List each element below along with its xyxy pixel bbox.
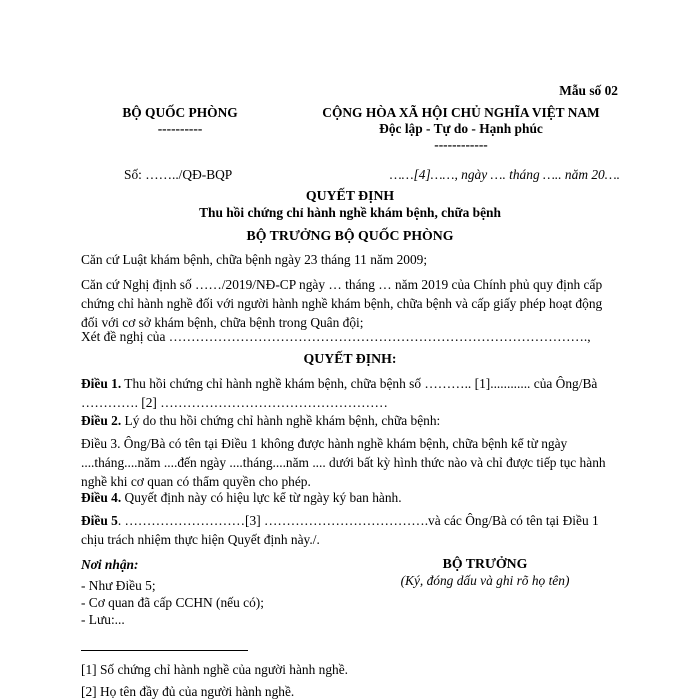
basis-law: Căn cứ Luật khám bệnh, chữa bệnh ngày 23 tháng 11 năm 2009; <box>81 252 428 267</box>
article-1-label: Điều 1. <box>81 376 122 391</box>
recipient-item: - Như Điều 5; <box>81 578 156 593</box>
agency-rule: ---------- <box>157 121 203 136</box>
article-3-text: Điều 3. Ông/Bà có tên tại Điều 1 không được hành nghề khám bệnh, chữa bệnh kể từ ngày ....tháng....năm ....đến ngày ....tháng....năm .... dưới bất kỳ hình thức nào và chỉ được tiếp tục hành nghề khi cơ quan có thẩm quyền cho phép. <box>81 436 606 489</box>
article-5 <box>81 511 619 549</box>
decision-heading: QUYẾT ĐỊNH: <box>303 351 397 366</box>
motto-rule: ------------ <box>434 137 488 152</box>
article-1 <box>81 374 619 412</box>
issuer-title: BỘ TRƯỞNG BỘ QUỐC PHÒNG <box>246 228 454 243</box>
article-1-text: Thu hồi chứng chỉ hành nghề khám bệnh, chữa bệnh số ……….. [1]............ của Ông/Bà …………. [2] …………………………………………… <box>81 376 598 410</box>
basis-decree: Căn cứ Nghị định số ……/2019/NĐ-CP ngày … tháng … năm 2019 của Chính phủ quy định cấp chứng chỉ hành nghề đối với người hành nghề khám bệnh, chữa bệnh và cấp giấy phép hoạt động đối với cơ sở khám bệnh, chữa bệnh trong Quân đội; <box>81 277 603 330</box>
article-5-text: . ………………………[3] ……………………………….và các Ông/Bà có tên tại Điều 1 chịu trách nhiệm thực hiện Quyết định này./. <box>81 513 599 547</box>
footnote-1: [1] Số chứng chỉ hành nghề của người hành nghề. <box>81 662 349 677</box>
national-motto: Độc lập - Tự do - Hạnh phúc <box>379 121 543 136</box>
form-number: Mẫu số 02 <box>559 83 618 98</box>
signature-note: (Ký, đóng dấu và ghi rõ họ tên) <box>400 573 570 588</box>
recipients-heading: Nơi nhận: <box>81 557 139 572</box>
article-4 <box>81 488 619 507</box>
footnote-separator <box>81 650 248 651</box>
document-number: Số: ……../QĐ-BQP <box>124 167 233 182</box>
article-2-text: Lý do thu hồi chứng chỉ hành nghề khám bệnh, chữa bệnh: <box>121 413 441 428</box>
document-subject: Thu hồi chứng chỉ hành nghề khám bệnh, chữa bệnh <box>199 205 501 220</box>
signature-title: BỘ TRƯỞNG <box>442 556 528 571</box>
article-4-text: Quyết định này có hiệu lực kể từ ngày ký ban hành. <box>121 490 402 505</box>
article-5-label: Điều 5 <box>81 513 118 528</box>
country-name: CỘNG HÒA XÃ HỘI CHỦ NGHĨA VIỆT NAM <box>322 105 600 120</box>
recipient-item: - Cơ quan đã cấp CCHN (nếu có); <box>81 595 264 610</box>
article-2-label: Điều 2. <box>81 413 122 428</box>
recipient-item: - Lưu:... <box>81 612 125 627</box>
agency-name: BỘ QUỐC PHÒNG <box>122 105 238 120</box>
article-2 <box>81 411 619 430</box>
place-date: ……[4]……, ngày …. tháng ….. năm 20…. <box>389 167 620 182</box>
article-3 <box>81 434 619 491</box>
document-title: QUYẾT ĐỊNH <box>305 188 395 203</box>
article-4-label: Điều 4. <box>81 490 122 505</box>
proposal-line: Xét đề nghị của …………………………………………………………………………………., <box>81 329 591 344</box>
footnote-2: [2] Họ tên đầy đủ của người hành nghề. <box>81 684 295 699</box>
